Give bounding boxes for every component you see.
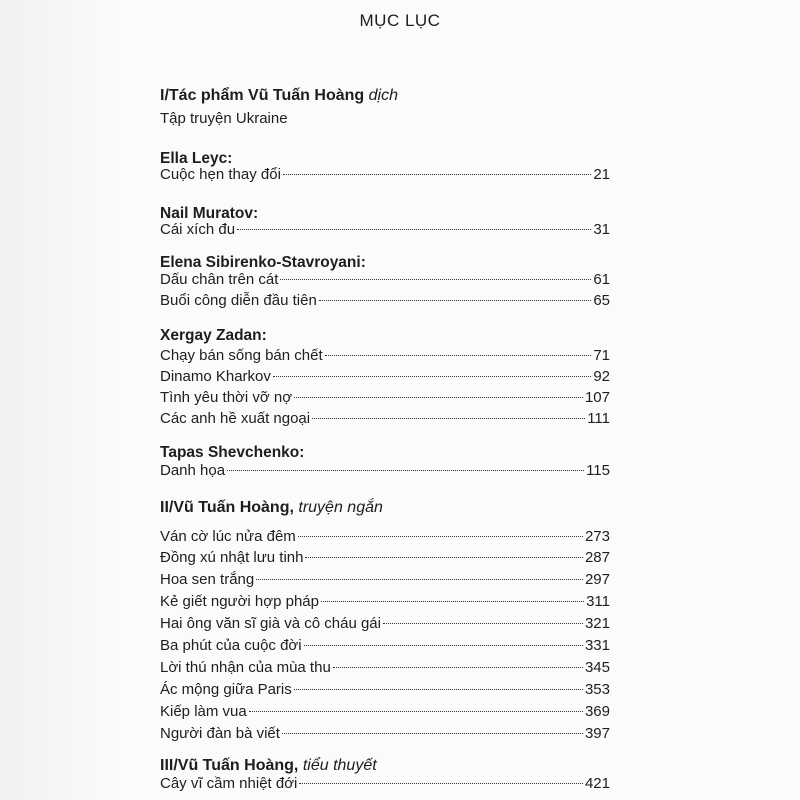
author-heading: Elena Sibirenko-Stavroyani: xyxy=(160,254,366,271)
section-2-title: II/Vũ Tuấn Hoàng, xyxy=(160,499,294,516)
entry-page-number: 287 xyxy=(584,549,610,566)
entry-title: Ván cờ lúc nửa đêm xyxy=(160,528,296,545)
section-heading-2 xyxy=(160,498,600,518)
toc-entry[interactable] xyxy=(160,221,610,242)
section-3-title-italic: tiểu thuyết xyxy=(302,757,377,774)
toc-entry[interactable] xyxy=(160,725,610,746)
entry-page-number: 297 xyxy=(584,571,610,588)
entry-title: Cuộc hẹn thay đổi xyxy=(160,166,281,183)
section-1-title: I/Tác phẩm Vũ Tuấn Hoàng xyxy=(160,87,365,104)
entry-page-number: 21 xyxy=(593,166,610,183)
dot-leader xyxy=(299,783,583,784)
entry-page-number: 65 xyxy=(593,292,610,309)
page-shadow xyxy=(0,0,120,800)
toc-entry[interactable] xyxy=(160,166,610,187)
toc-entry[interactable] xyxy=(160,681,610,702)
entry-title: Ba phút của cuộc đời xyxy=(160,637,302,654)
entry-page-number: 61 xyxy=(593,271,610,288)
dot-leader xyxy=(298,536,583,537)
entry-title: Kiếp làm vua xyxy=(160,703,247,720)
toc-entry[interactable] xyxy=(160,271,610,292)
entry-page-number: 331 xyxy=(584,637,610,654)
entry-title: Hai ông văn sĩ già và cô cháu gái xyxy=(160,615,381,632)
entry-title: Kẻ giết người hợp pháp xyxy=(160,593,319,610)
entry-page-number: 345 xyxy=(584,659,610,676)
entry-title: Dinamo Kharkov xyxy=(160,368,271,385)
entry-page-number: 92 xyxy=(593,368,610,385)
entry-page-number: 107 xyxy=(584,389,610,406)
toc-entry[interactable] xyxy=(160,528,610,549)
dot-leader xyxy=(294,689,583,690)
dot-leader xyxy=(237,229,591,230)
entry-title: Cây vĩ cầm nhiệt đới xyxy=(160,775,298,792)
author-heading: Ella Leyc: xyxy=(160,150,233,167)
dot-leader xyxy=(282,733,583,734)
dot-leader xyxy=(249,711,583,712)
toc-entry[interactable] xyxy=(160,775,610,796)
section-2-title-italic: truyện ngắn xyxy=(298,499,383,516)
toc-entry[interactable] xyxy=(160,462,610,483)
dot-leader xyxy=(283,174,591,175)
entry-title: Tình yêu thời vỡ nợ xyxy=(160,389,293,406)
entry-page-number: 111 xyxy=(587,410,610,427)
toc-entry[interactable] xyxy=(160,410,610,431)
section-heading-1 xyxy=(160,86,600,130)
entry-title: Dấu chân trên cát xyxy=(160,271,279,288)
dot-leader xyxy=(312,418,585,419)
dot-leader xyxy=(280,279,591,280)
entry-page-number: 311 xyxy=(586,593,610,610)
dot-leader xyxy=(333,667,583,668)
entry-page-number: 71 xyxy=(593,347,610,364)
entry-title: Người đàn bà viết xyxy=(160,725,280,742)
section-1-subtitle: Tập truyện Ukraine xyxy=(160,110,288,127)
section-heading-3 xyxy=(160,756,600,776)
author-heading: Tapas Shevchenko: xyxy=(160,444,305,461)
entry-page-number: 353 xyxy=(584,681,610,698)
section-3-title: III/Vũ Tuấn Hoàng, xyxy=(160,757,299,774)
entry-title: Chạy bán sống bán chết xyxy=(160,347,323,364)
entry-page-number: 321 xyxy=(584,615,610,632)
dot-leader xyxy=(319,300,592,301)
toc-entry[interactable] xyxy=(160,389,610,410)
dot-leader xyxy=(305,557,583,558)
toc-entry[interactable] xyxy=(160,615,610,636)
toc-entry[interactable] xyxy=(160,659,610,680)
toc-entry[interactable] xyxy=(160,637,610,658)
entry-title: Các anh hề xuất ngoại xyxy=(160,410,311,427)
page-title: MỤC LỤC xyxy=(359,11,441,30)
dot-leader xyxy=(383,623,583,624)
entry-page-number: 115 xyxy=(586,462,610,479)
entry-title: Buổi công diễn đầu tiên xyxy=(160,292,317,309)
dot-leader xyxy=(321,601,584,602)
entry-title: Ác mộng giữa Paris xyxy=(160,681,292,698)
dot-leader xyxy=(256,579,583,580)
section-1-title-italic: dịch xyxy=(368,87,398,104)
dot-leader xyxy=(325,355,592,356)
entry-page-number: 397 xyxy=(584,725,610,742)
author-heading: Nail Muratov: xyxy=(160,205,259,222)
toc-entry[interactable] xyxy=(160,571,610,592)
entry-page-number: 31 xyxy=(593,221,610,238)
toc-entry[interactable] xyxy=(160,549,610,570)
toc-entry[interactable] xyxy=(160,703,610,724)
entry-title: Đồng xú nhật lưu tinh xyxy=(160,549,304,566)
toc-entry[interactable] xyxy=(160,292,610,313)
entry-page-number: 421 xyxy=(584,775,610,792)
dot-leader xyxy=(304,645,583,646)
entry-page-number: 369 xyxy=(584,703,610,720)
toc-entry[interactable] xyxy=(160,347,610,368)
toc-entry[interactable] xyxy=(160,368,610,389)
author-heading: Xergay Zadan: xyxy=(160,327,267,344)
entry-title: Hoa sen trắng xyxy=(160,571,255,588)
toc-entry[interactable] xyxy=(160,593,610,614)
entry-title: Danh họa xyxy=(160,462,226,479)
dot-leader xyxy=(294,397,583,398)
entry-title: Cái xích đu xyxy=(160,221,236,238)
dot-leader xyxy=(273,376,591,377)
entry-title: Lời thú nhận của mùa thu xyxy=(160,659,331,676)
entry-page-number: 273 xyxy=(584,528,610,545)
dot-leader xyxy=(227,470,584,471)
